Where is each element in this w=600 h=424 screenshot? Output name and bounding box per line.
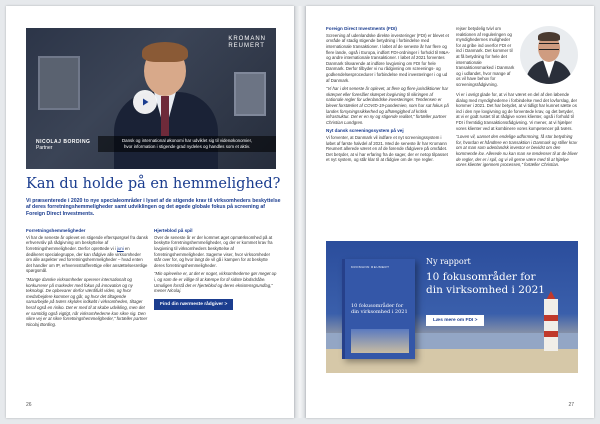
ad-kicker: Ny rapport [426, 257, 471, 266]
quote-paragraph: "Min oplevelse er, at det er noget, virksomhederne gør meget op i, og som de er villige til at kæmpe for til sidste blodsdråbe. Umuligen forstå det er hjerteblod og deres eksistensgrundlag," mener Nicolaj. [154, 271, 277, 294]
video-logo-line2: REUMERT [228, 43, 265, 49]
section-heading-hjerteblod: Hjerteblod på spil [154, 228, 193, 233]
section-heading-screening: Nyt dansk screeningssystem på vej [326, 128, 404, 134]
quote-paragraph: "Vi har i det seneste år oplevet, at flere og flere jurisdiktioner har skærpet eller foreslået skærpet lovgivning til sikringen af nationale regler for udenlandske investeringer. Tendensen er blevet forstærket af COVID-19-pandemien, som har sat fokus på landes forsyningssikkerhed og afhængighed af kritisk infrastruktur. Det er en ny og stigende realitet," fortæller partner Christian Lundgren. [326, 86, 449, 125]
report-cover [342, 259, 415, 359]
right-column-2-top [456, 26, 516, 91]
body-text: Vi har de seneste år oplevet en stigende efterspørgsel fra dansk erhvervsliv på rådgivning om beskyttelse af forretningshemmeligheder. Derfor oprettede vi i [26, 234, 148, 251]
video-logo-line1: KROMANN [228, 36, 266, 42]
video-subtitle-line1: Dansk og international økonomi har udviklet sig til videnøkonomier, [121, 138, 253, 143]
body-paragraph: Over de seneste år er der kommet øget opmærksomhed på at beskytte forretningshemmeligheder, og der er kommet krav fra lovgivning til virksomheders beskyttelse af forretningshemmeligheder. Sagerne viser, hvor virksomheder står over for, og hvor langt de vil gå i kampen for at beskytte deres forretningshemmeligheder. [154, 234, 273, 268]
lighthouse-icon [544, 299, 558, 351]
ad-title: 10 fokusområder for din virksomhed i 2021 [426, 271, 545, 296]
video-subtitle-line2: hvor information i stigende grad nydeles og handles som et aktiv. [123, 144, 251, 149]
lighthouse-stripe [544, 331, 558, 337]
speaker-name: NICOLAJ BORDING [36, 139, 91, 145]
wall-artwork [38, 56, 80, 110]
report-ad-banner[interactable] [326, 241, 578, 373]
right-column-2 [456, 92, 578, 171]
wall-artwork [234, 72, 266, 116]
portrait-photo [520, 26, 578, 84]
read-more-fdi-button[interactable]: Læs mere om FDI > [426, 315, 484, 326]
body-paragraph [26, 235, 148, 274]
page-number: 27 [568, 402, 574, 408]
section-heading-fdi: Foreign Direct Investments (FDI) [326, 26, 397, 31]
speaker-role: Partner [36, 145, 53, 151]
speaker-tie [161, 96, 169, 136]
left-page [6, 6, 294, 418]
report-cover-title: 10 fokusområder for din virksomhed i 2021 [351, 303, 408, 315]
body-paragraph: Vi forventer, at Danmark vil indføre et nyt screeningssystem i løbet af første halvdel af 2021. Med de seneste år har Kromann Reumert allerede været en af de førende rådgivere på området. Det betyder, at vi har erfaring fra de sager, der er netop tilpasset et nyt system, og står klar til at rådgive om de nye regler. [326, 135, 448, 163]
right-column-1 [326, 26, 450, 166]
left-column-1 [26, 228, 148, 330]
glasses-icon [539, 43, 559, 50]
video-player[interactable] [26, 28, 276, 169]
spread-gutter [294, 6, 306, 418]
quote-paragraph: "Loven vil, uanset den endelige udformning, få stor betydning for, hvordan et håndtere en transaktion i Danmark og stiller krav om at man som udenlandsk investor er bevidst om den kommende lov. Allerede nu kan man se tendenser til at de bliver de regler, der er i spil, og vi vil gerne være med til at hjælpe vores klienter igennem processen," fortæller Christian. [456, 134, 578, 168]
quote-paragraph: "Mange danske virksomheder opererer internationalt og konkurrerer på markeder med fokus på innovation og ny teknologi. De opbevarer derfor værdifuld viden, og hvor medarbejdere kommer og går, og hvor det tiltagende samarbejde på tværs skyldes indkøbt i virksomheden, tiltager heraf også en risiko. Det er med til at skabe udvikling, men det er samtidig også vigtigt, når virksomhederne kan sikre sig. Den sikre vej er at sikre forretningshemmeligheder," fortæller partner Nicolaj Bording. [26, 276, 148, 327]
speaker-hair [142, 42, 188, 62]
speaker-lower-third [36, 139, 90, 151]
body-paragraph: Screening af udenlandske direkte investeringer (FDI) er blevet et område af stadig stigende betydning i forbindelse med internationale transaktioner. I løbet af de seneste år har flere og flere lande, også i Europa, indført FDI-ordninger i forhold til M&A- og andre internationale transaktioner. I løbet af 2021 forventes Danmark tilsvarende at indføre lovgivning om FDI for hele Danmark. Derfor tilbyder vi nu rådgivning om screenings- og godkendelsesprocedurer i forbindelse med investeringer i og ud af Danmark. [326, 32, 450, 83]
report-cover-brand: KROMANN REUMERT [351, 265, 390, 269]
portrait-hair [538, 32, 560, 41]
video-logo [228, 36, 266, 50]
play-button[interactable] [133, 90, 157, 114]
play-icon [140, 97, 150, 107]
article-lead: Vi præsenterede i 2020 to nye specialeområder i lyset af de stigende krav til virksomheders beskyttelse af deres forretningshemmeligheder samt udviklingen og det øgede globale fokus på screening af Foreign Direct Investments. [26, 198, 281, 217]
article-headline: Kan du holde på en hemmelighed? [26, 176, 281, 192]
body-text: en dedikeret specialegruppe, der kan rådgive alle virksomheder om alle aspekter ved forretningshemmeligheder – hvad enten det handler om IP, erhvervsstrafferettige eller ansættelsesretlige spørgsmål. [26, 245, 148, 274]
section-heading-trade-secrets: Forretningshemmeligheder [26, 228, 86, 233]
left-column-2 [154, 228, 278, 310]
body-paragraph: rejser betydelig tvivl om reaktionen af reguleringen og myndighedernes muligheder for at gribe ind overfor FDI er ind i Danmark. Det kommer til at få betydning for hele det internationale transaktionsmarked i Danmark og i udlandet, hvor mange af os vil have behov for screeningsrådgivning. [456, 26, 515, 87]
right-page [306, 6, 594, 418]
video-subtitle [98, 136, 276, 152]
report-cover-image [351, 329, 409, 353]
find-advisor-button[interactable]: Find din nærmeste rådgiver > [154, 299, 233, 311]
lighthouse-stripe [544, 315, 558, 321]
juni-link[interactable]: juni [117, 245, 124, 251]
page-number: 26 [26, 402, 32, 408]
body-paragraph: Vi er i øvrigt glade for, at vi har været en del af den løbende dialog med myndighederne i forbindelse med det lovforslag, der kommer i 2021. Det har betydet, at vi tidligt har kunnet sætte os ind i den nye lovgivning og de forventede krav, og det betyder, at vi er godt rustet til at rådgive vores klienter, også i forhold til FDI i fremtidig transaktionsrådgivning. Vi mener, at vi hjælper vores klienter ved at kombinere vores kompetencer på tværs. [456, 92, 578, 131]
